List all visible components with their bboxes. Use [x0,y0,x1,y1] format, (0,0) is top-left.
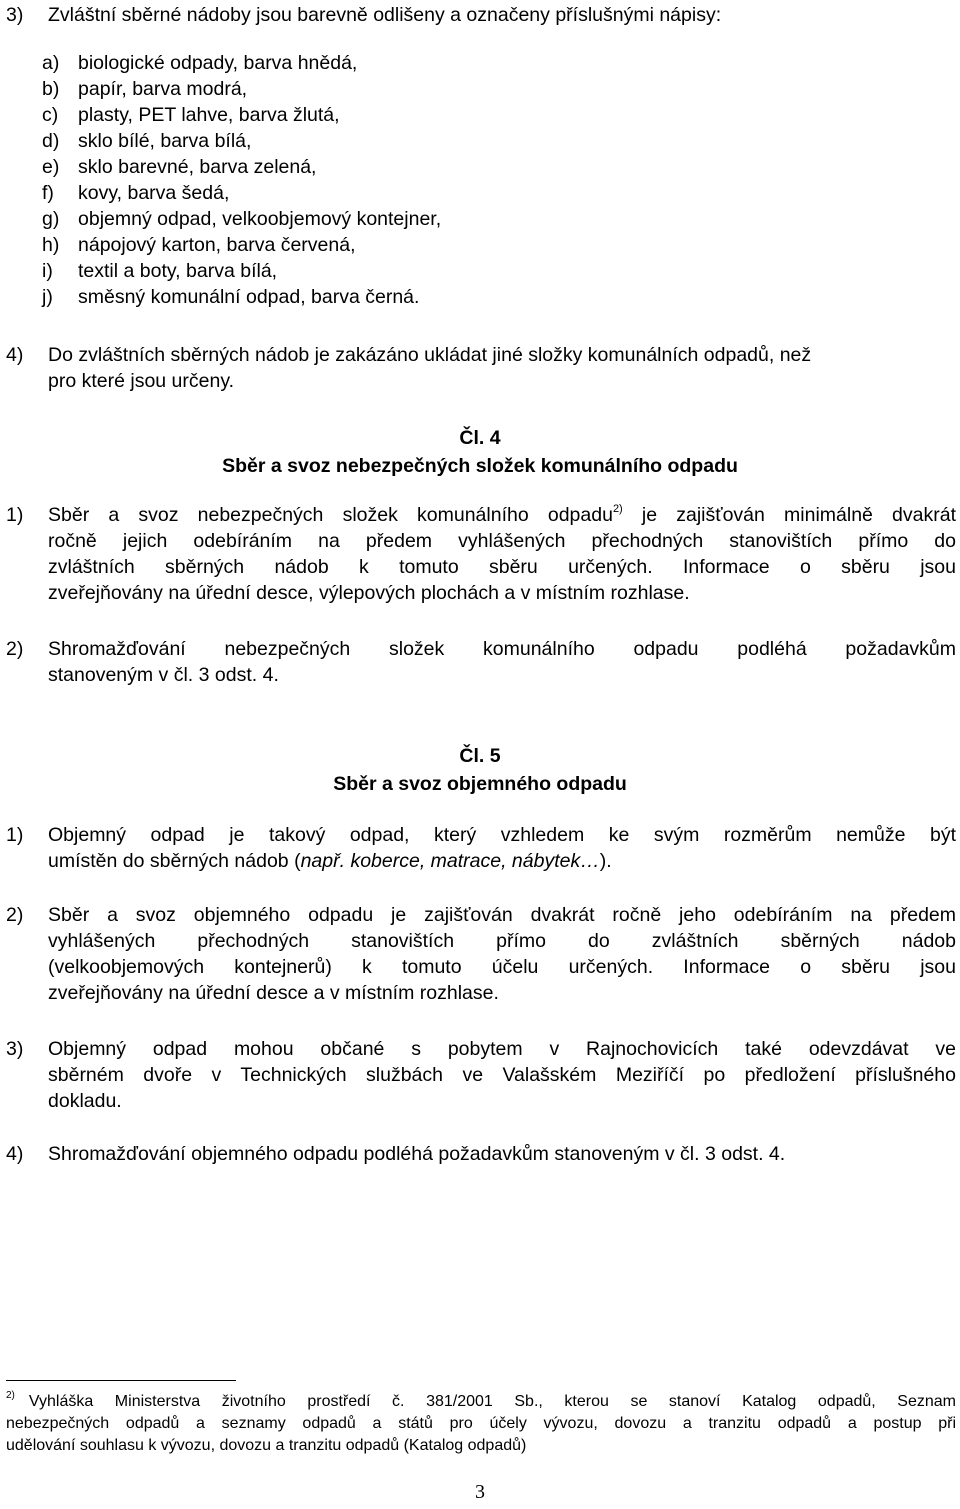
art5-point4: 4) Shromažďování objemného odpadu podléhá požadavkům stanoveným v čl. 3 odst. 4. [6,1143,786,1165]
point-label: 4) [6,344,24,366]
art3-point3 [6,2,721,28]
art5-point1: 1) Objemný odpad je takový odpad, který vzhledem ke svým rozměrům nemůže být umístěn do sběrných nádob (např. koberce, matrace, nábytek…). [6,824,956,872]
list-item: c) plasty, PET lahve, barva žlutá, [42,104,340,126]
page-number: 3 [475,1481,485,1503]
list-item: i) textil a boty, barva bílá, [42,260,278,282]
footnote-divider [6,1380,236,1381]
point-label: 3) [6,4,24,26]
list-item: d) sklo bílé, barva bílá, [42,130,252,152]
list-item: e) sklo barevné, barva zelená, [42,156,317,178]
bin-color-list [42,50,441,310]
art3-point4: 4) Do zvláštních sběrných nádob je zakázáno ukládat jiné složky komunálních odpadů, než pro které jsou určeny. [6,344,812,392]
list-item: g) objemný odpad, velkoobjemový kontejner, [42,208,442,230]
article-title: Sběr a svoz objemného odpadu [333,773,627,795]
point-label: 2) [6,904,24,926]
point-label: 3) [6,1038,24,1060]
list-item: a) biologické odpady, barva hnědá, [42,52,358,74]
list-item: j) směsný komunální odpad, barva černá. [42,286,420,308]
point-text: Zvláštní sběrné nádoby jsou barevně odlišeny a označeny příslušnými nápisy: [48,4,722,26]
article-number: Čl. 5 [459,745,501,767]
point-label: 1) [6,504,24,526]
footnote: $^{2)}$ Vyhláška Ministerstva životního prostředí č. 381/2001 Sb., kterou se stanoví Katalog odpadů, Seznam nebezpečných odpadů a seznamy odpadů a států pro účely vývozu, dovozu a tranzitu odpadů a postup při udělování souhlasu k vývozu, dovozu a tranzitu odpadů (Katalog odpadů) [6,1389,956,1454]
art5-point3: 3) Objemný odpad mohou občané s pobytem v Rajnochovicích také odevzdávat ve sběrném dvoře v Technických službách ve Valašském Meziříčí po předložení příslušného dokladu. [6,1038,956,1112]
art4-point2: 2) Shromažďování nebezpečných složek komunálního odpadu podléhá požadavkům stanoveným v čl. 3 odst. 4. [6,638,956,686]
point-label: 2) [6,638,24,660]
article-number: Čl. 4 [459,427,501,449]
list-item: f) kovy, barva šedá, [42,182,230,204]
footnote-mark: 2) [6,1389,15,1401]
article-title: Sběr a svoz nebezpečných složek komunálního odpadu [222,455,738,477]
list-item: h) nápojový karton, barva červená, [42,234,356,256]
point-label: 4) [6,1143,24,1165]
point-label: 1) [6,824,24,846]
list-item: b) papír, barva modrá, [42,78,248,100]
art5-point2: 2) Sběr a svoz objemného odpadu je zajišťován dvakrát ročně jeho odebíráním na předem vyhlášených přechodných stanovištích přímo do zvláštních sběrných nádob (velkoobjemových kontejnerů) k tomuto účelu určených. Informace o sběru jsou zveřejňovány na úřední desce a v místním rozhlase. [6,904,956,1004]
art4-point1: 1) Sběr a svoz nebezpečných složek komunálního odpadu$^{2)}$ je zajišťován minimálně dvakrát ročně jejich odebíráním na předem vyhlášených přechodných stanovištích přímo do zvláštních sběrných nádob k tomuto sběru určených. Informace o sběru jsou zveřejňovány na úřední desce, výlepových plochách a v místním rozhlase. [6,502,957,604]
